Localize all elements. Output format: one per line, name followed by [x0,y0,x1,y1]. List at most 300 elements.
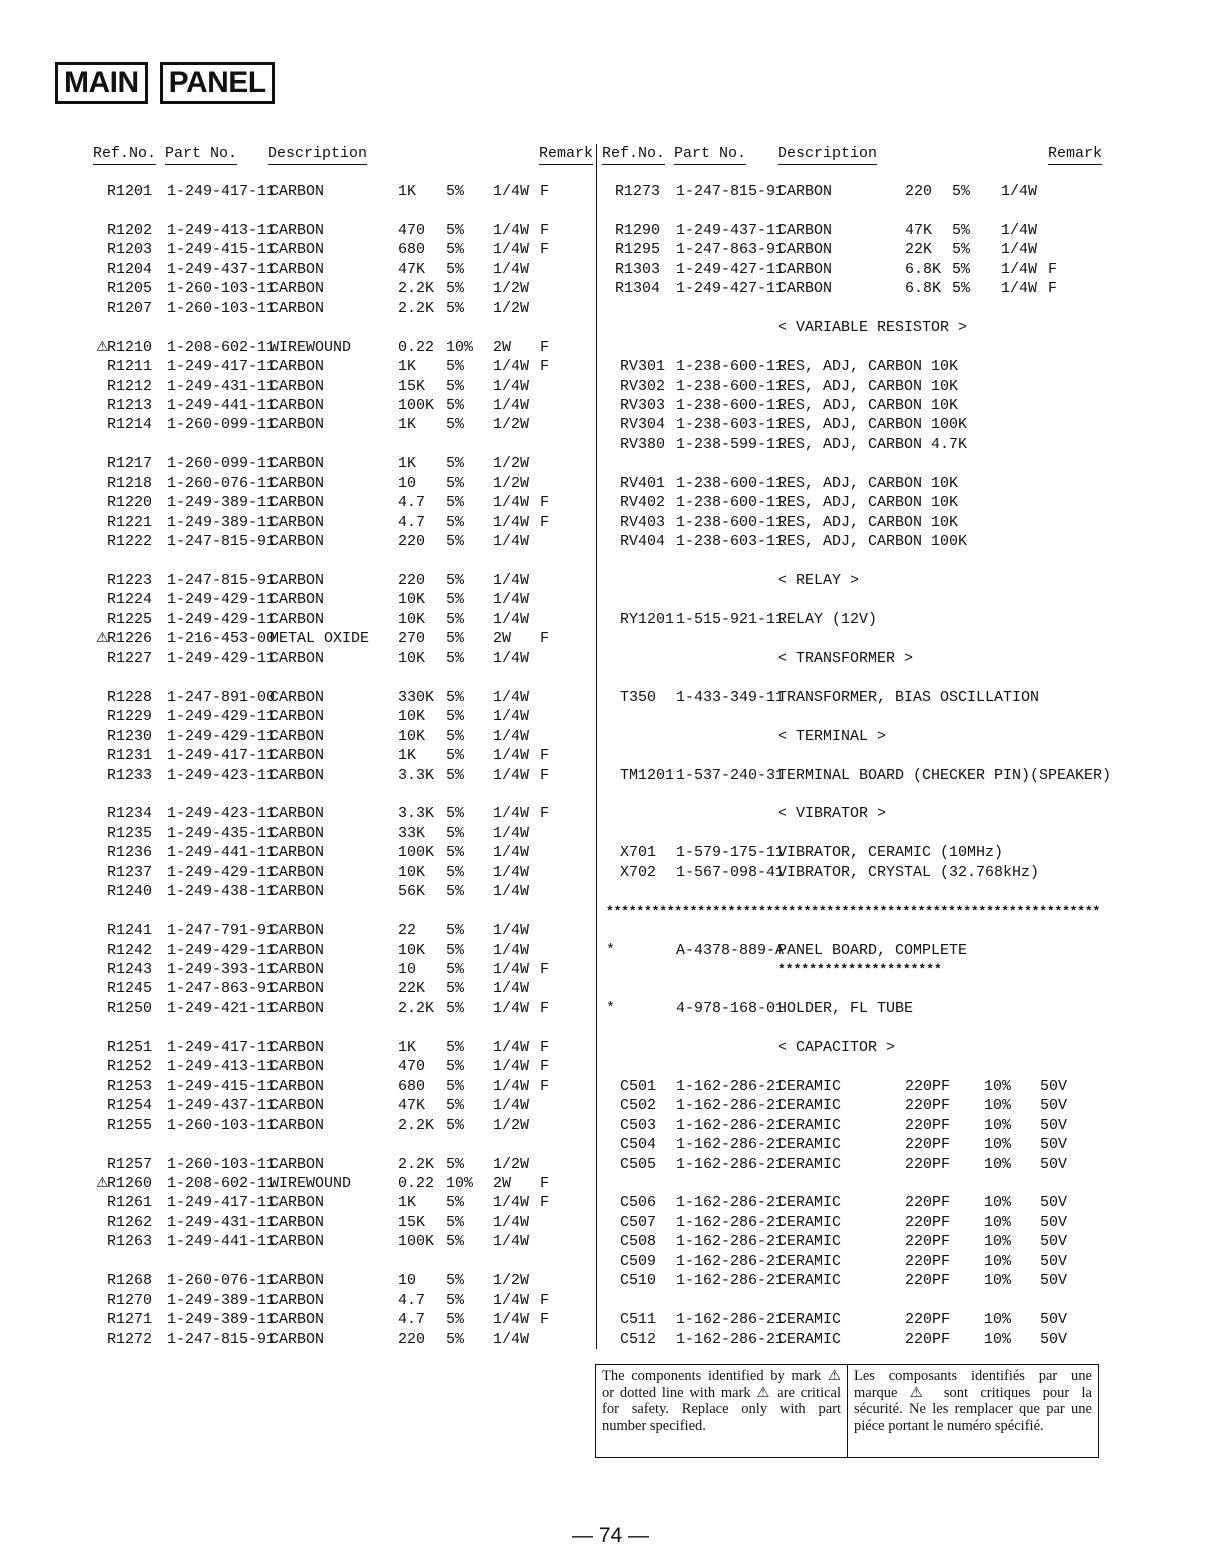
description: CARBON [270,1116,325,1134]
description: CARBON [270,396,325,414]
value: 22 [398,922,417,940]
value: 33K [398,824,426,842]
ref-number: R1271 [106,1311,152,1329]
ref-number: RV304 [620,416,666,434]
wattage: 1/4W [493,1097,530,1115]
part-number: 1-249-429-11 [167,863,276,881]
remark: F [540,494,550,512]
ref-number: C506 [620,1194,657,1212]
value: 10 [398,1272,417,1290]
part-number: 1-249-435-11 [167,824,276,842]
description: CARBON [270,844,325,862]
tolerance: 5% [446,572,465,589]
title-panel: PANEL [160,62,275,104]
tolerance: 5% [446,649,465,667]
value: 1K [398,747,417,765]
part-number: 1-238-600-11 [676,396,785,414]
ref-number: R1303 [614,260,660,278]
part-number: 1-249-437-11 [676,221,785,239]
tolerance: 5% [446,494,465,512]
ref-number: R1204 [106,260,152,278]
part-number: 1-249-431-11 [167,377,276,395]
description: CARBON [270,727,325,745]
tolerance: 5% [446,1116,465,1134]
part-number: 1-249-429-11 [167,708,276,726]
value: 220 [398,572,426,589]
remark: F [1048,260,1058,278]
value: 10K [398,649,426,667]
part-number: 1-247-863-91 [167,980,276,998]
tolerance: 5% [446,961,465,978]
description: CARBON [270,980,325,998]
wattage: 1/4W [493,494,530,512]
tolerance: 5% [446,241,465,259]
ref-number: R1242 [106,941,152,959]
tolerance: 5% [446,747,465,765]
value: 220PF [905,1311,951,1329]
section-title: < VIBRATOR > [778,805,887,823]
description: RES, ADJ, CARBON 10K [778,377,959,395]
ref-number: R1227 [106,649,152,667]
value: 10K [398,591,426,609]
tolerance: 5% [446,280,465,298]
value: 470 [398,221,426,239]
value: 15K [398,377,426,395]
wattage: 1/4W [493,922,530,940]
part-number: 1-162-286-21 [676,1194,785,1212]
part-number: 1-260-099-11 [167,455,276,473]
tolerance: 5% [952,241,971,259]
description: CARBON [270,474,325,492]
value: 680 [398,1077,426,1095]
tolerance: 5% [446,863,465,881]
ref-number: R1251 [106,1038,152,1056]
ref-number: RV302 [620,377,666,395]
value: 22K [905,241,933,259]
wattage: 1/4W [493,221,530,239]
remark: F [1048,280,1058,298]
tolerance: 5% [446,221,465,239]
tolerance: 5% [446,980,465,998]
description: CARBON [270,591,325,609]
ref-number: R1263 [106,1233,152,1251]
remark: F [540,1174,550,1192]
part-number: 1-249-415-11 [167,1077,276,1095]
part-number: 1-162-286-21 [676,1233,785,1251]
part-number: 1-247-815-91 [167,533,276,551]
part-number: 1-260-076-11 [167,474,276,492]
ref-number: TM1201 [620,766,675,784]
value: 470 [398,1058,426,1076]
remark: F [540,513,550,531]
value: 6.8K [905,260,942,278]
header-remark-right: Remark [1048,144,1102,165]
ref-number: X701 [620,844,657,862]
value: 1K [398,416,417,434]
tolerance: 5% [446,1194,465,1212]
value: 10K [398,941,426,959]
wattage: 1/4W [493,727,530,745]
wattage: 1/4W [1001,280,1038,298]
tolerance: 5% [446,1155,465,1173]
voltage: 50V [1040,1213,1068,1231]
ref-number: R1234 [106,805,152,823]
description: CERAMIC [778,1155,842,1173]
wattage: 1/4W [493,572,530,589]
value: 220 [398,533,426,551]
description: RES, ADJ, CARBON 10K [778,358,959,376]
tolerance: 5% [446,1077,465,1095]
ref-number: R1217 [106,455,152,473]
value: 220PF [905,1252,951,1270]
ref-number: R1224 [106,591,152,609]
tolerance: 10% [984,1194,1012,1212]
part-number: 1-249-413-11 [167,221,276,239]
ref-number: R1236 [106,844,152,862]
remark: F [540,961,550,978]
ref-number: R1230 [106,727,152,745]
description: CARBON [270,766,325,784]
wattage: 1/4W [493,260,530,278]
wattage: 1/4W [493,377,530,395]
tolerance: 5% [446,377,465,395]
value: 22K [398,980,426,998]
tolerance: 5% [446,396,465,414]
part-number: 1-249-427-11 [676,280,785,298]
ref-number: R1295 [614,241,660,259]
tolerance: 10% [984,1097,1012,1115]
value: 220PF [905,1272,951,1290]
ref-number: R1221 [106,513,152,531]
part-number: 1-260-099-11 [167,416,276,434]
remark: F [540,1038,550,1056]
part-number: 1-247-815-91 [167,572,276,589]
tolerance: 5% [952,280,971,298]
description: METAL OXIDE [270,630,370,648]
ref-number: R1254 [106,1097,152,1115]
description: CARBON [270,1311,325,1329]
tolerance: 5% [446,183,465,200]
description: CARBON [270,260,325,278]
voltage: 50V [1040,1116,1068,1134]
part-number: 1-162-286-21 [676,1097,785,1115]
value: 220PF [905,1116,951,1134]
wattage: 1/4W [493,241,530,259]
warning-icon: ⚠ [96,1174,109,1191]
description: CERAMIC [778,1194,842,1212]
value: 10K [398,727,426,745]
voltage: 50V [1040,1155,1068,1173]
ref-number: C507 [620,1213,657,1231]
asterisk-separator: ***************************************************************** [606,903,1101,919]
voltage: 50V [1040,1194,1068,1212]
tolerance: 5% [952,221,971,239]
ref-number: R1214 [106,416,152,434]
wattage: 1/2W [493,474,530,492]
wattage: 2W [493,338,512,356]
ref-number: R1261 [106,1194,152,1212]
ref-number: RV402 [620,494,666,512]
tolerance: 5% [446,299,465,317]
ref-number: R1233 [106,766,152,784]
description: CARBON [270,1233,325,1251]
part-number: 1-162-286-21 [676,1272,785,1290]
part-number: 1-249-417-11 [167,358,276,376]
description: CARBON [270,377,325,395]
header-remark-left: Remark [539,144,593,165]
tolerance: 5% [446,591,465,609]
ref-number: R1304 [614,280,660,298]
wattage: 1/2W [493,1116,530,1134]
value: 1K [398,1038,417,1056]
part-number: 1-537-240-31 [676,766,785,784]
description: RES, ADJ, CARBON 10K [778,494,959,512]
wattage: 1/2W [493,299,530,317]
voltage: 50V [1040,1136,1068,1154]
ref-number: R1237 [106,863,152,881]
description: CARBON [270,572,325,589]
description: RES, ADJ, CARBON 10K [778,474,959,492]
ref-number: R1231 [106,747,152,765]
safety-notice-french: Les composants identifiés par une marque ⚠ sont critiques pour la sécurité. Ne les remplacer que par une piéce portant le numéro spécifié. [847,1365,1098,1457]
part-number: 1-249-438-11 [167,883,276,901]
description: CARBON [270,863,325,881]
ref-number: C508 [620,1233,657,1251]
value: 10K [398,610,426,628]
wattage: 1/4W [493,1194,530,1212]
part-number: 1-249-429-11 [167,727,276,745]
ref-number: R1211 [106,358,152,376]
tolerance: 5% [446,513,465,531]
ref-number: R1252 [106,1058,152,1076]
tolerance: 5% [446,1058,465,1076]
remark: F [540,1077,550,1095]
value: 220 [905,183,933,200]
voltage: 50V [1040,1311,1068,1329]
description: WIREWOUND [270,1174,352,1192]
description: CARBON [270,1194,325,1212]
ref-number: R1270 [106,1291,152,1309]
ref-number: R1262 [106,1213,152,1231]
ref-number: C512 [620,1330,657,1348]
description: CARBON [270,1155,325,1173]
part-number: 1-238-600-11 [676,474,785,492]
ref-number: R1255 [106,1116,152,1134]
wattage: 1/4W [493,1038,530,1056]
ref-number: R1245 [106,980,152,998]
remark: F [540,358,550,376]
remark: F [540,805,550,823]
description: CARBON [270,416,325,434]
section-title: < CAPACITOR > [778,1038,896,1056]
wattage: 1/4W [1001,241,1038,259]
description: TERMINAL BOARD (CHECKER PIN)(SPEAKER) [778,766,1112,784]
page-titles [55,62,275,104]
ref-number: C505 [620,1155,657,1173]
tolerance: 5% [446,766,465,784]
ref-number: R1240 [106,883,152,901]
ref-number: C510 [620,1272,657,1290]
wattage: 1/4W [493,610,530,628]
description: CARBON [270,883,325,901]
value: 1K [398,455,417,473]
tolerance: 10% [984,1252,1012,1270]
safety-notice-english: The components identified by mark ⚠ or dotted line with mark ⚠ are critical for safety. Replace only with part number specified. [602,1368,841,1434]
header-desc-right: Description [778,144,877,165]
part-number: 1-249-417-11 [167,1194,276,1212]
tolerance: 5% [446,474,465,492]
part-number: 1-238-599-11 [676,435,785,453]
value: 15K [398,1213,426,1231]
part-number: 1-208-602-11 [167,1174,276,1192]
remark: F [540,1058,550,1076]
tolerance: 5% [952,183,971,200]
description: CERAMIC [778,1097,842,1115]
value: 100K [398,844,435,862]
value: 220PF [905,1097,951,1115]
wattage: 1/4W [493,533,530,551]
description: VIBRATOR, CERAMIC (10MHz) [778,844,1004,862]
tolerance: 5% [446,1097,465,1115]
tolerance: 5% [446,1330,465,1348]
ref-number: R1222 [106,533,152,551]
ref-number: R1202 [106,221,152,239]
ref-number: R1241 [106,922,152,940]
ref-number: R1205 [106,280,152,298]
part-number: 1-249-429-11 [167,649,276,667]
wattage: 1/4W [493,1233,530,1251]
tolerance: 10% [984,1077,1012,1095]
part-number: 1-238-600-11 [676,358,785,376]
value: 220PF [905,1233,951,1251]
wattage: 1/4W [493,999,530,1017]
part-number: 1-249-427-11 [676,260,785,278]
description: CARBON [270,649,325,667]
part-number: 1-238-603-11 [676,533,785,551]
remark: F [540,183,550,200]
safety-notice [595,1364,1099,1458]
tolerance: 5% [446,1291,465,1309]
part-number: 1-238-600-11 [676,513,785,531]
description: CARBON [270,1330,325,1348]
part-number: 1-162-286-21 [676,1330,785,1348]
part-number: 1-247-791-91 [167,922,276,940]
value: 220PF [905,1136,951,1154]
header-ref-left: Ref.No. [93,144,156,165]
warning-icon: ⚠ [96,630,109,647]
tolerance: 10% [984,1272,1012,1290]
tolerance: 5% [446,1233,465,1251]
description: RES, ADJ, CARBON 10K [778,513,959,531]
description: CARBON [270,1272,325,1290]
value: 2.2K [398,999,435,1017]
voltage: 50V [1040,1272,1068,1290]
description: CARBON [270,494,325,512]
value: 10K [398,863,426,881]
description: CARBON [778,241,833,259]
tolerance: 5% [446,941,465,959]
part-number: 1-249-429-11 [167,591,276,609]
ref-number: R1203 [106,241,152,259]
tolerance: 5% [446,1038,465,1056]
part-number: 1-249-437-11 [167,260,276,278]
ref-number: R1243 [106,961,152,978]
description: CARBON [270,533,325,551]
section-title: < TRANSFORMER > [778,649,914,667]
wattage: 1/4W [493,183,530,200]
value: 220PF [905,1077,951,1095]
description: CARBON [778,260,833,278]
tolerance: 5% [446,610,465,628]
value: 220PF [905,1155,951,1173]
ref-number: R1228 [106,688,152,706]
tolerance: 5% [446,883,465,901]
ref-number: R1257 [106,1155,152,1173]
part-number: 1-249-417-11 [167,747,276,765]
value: 680 [398,241,426,259]
description: CARBON [270,747,325,765]
wattage: 1/4W [493,1330,530,1348]
remark: F [540,766,550,784]
part-number: 1-208-602-11 [167,338,276,356]
remark: F [540,338,550,356]
ref-number: R1210 [106,338,152,356]
wattage: 1/4W [493,1311,530,1329]
wattage: 1/4W [493,396,530,414]
value: 2.2K [398,1116,435,1134]
part-number: 1-249-417-11 [167,1038,276,1056]
remark: F [540,1311,550,1329]
column-divider [596,144,597,1349]
voltage: 50V [1040,1097,1068,1115]
tolerance: 5% [446,455,465,473]
value: 100K [398,1233,435,1251]
description: CARBON [270,299,325,317]
value: 1K [398,358,417,376]
ref-number: R1253 [106,1077,152,1095]
description: CARBON [270,513,325,531]
description: CERAMIC [778,1077,842,1095]
tolerance: 5% [446,1272,465,1290]
description: CERAMIC [778,1330,842,1348]
wattage: 1/2W [493,280,530,298]
part-number: 1-162-286-21 [676,1077,785,1095]
part-number: 1-247-891-00 [167,688,276,706]
remark: F [540,999,550,1017]
remark: F [540,630,550,648]
header-part-right: Part No. [674,144,746,165]
wattage: 1/4W [493,1291,530,1309]
value: 330K [398,688,435,706]
ref-number: R1225 [106,610,152,628]
description: CARBON [270,280,325,298]
wattage: 1/4W [493,688,530,706]
part-number: 1-162-286-21 [676,1213,785,1231]
header-ref-right: Ref.No. [602,144,665,165]
remark: F [540,1194,550,1212]
tolerance: 5% [446,844,465,862]
part-number: 1-249-429-11 [167,610,276,628]
ref-number: R1260 [106,1174,152,1192]
value: 47K [398,1097,426,1115]
ref-number: R1213 [106,396,152,414]
ref-number: R1273 [614,183,660,200]
wattage: 1/4W [493,513,530,531]
wattage: 1/4W [493,1077,530,1095]
tolerance: 5% [446,922,465,940]
description: CARBON [270,999,325,1017]
part-number: 1-238-600-11 [676,377,785,395]
